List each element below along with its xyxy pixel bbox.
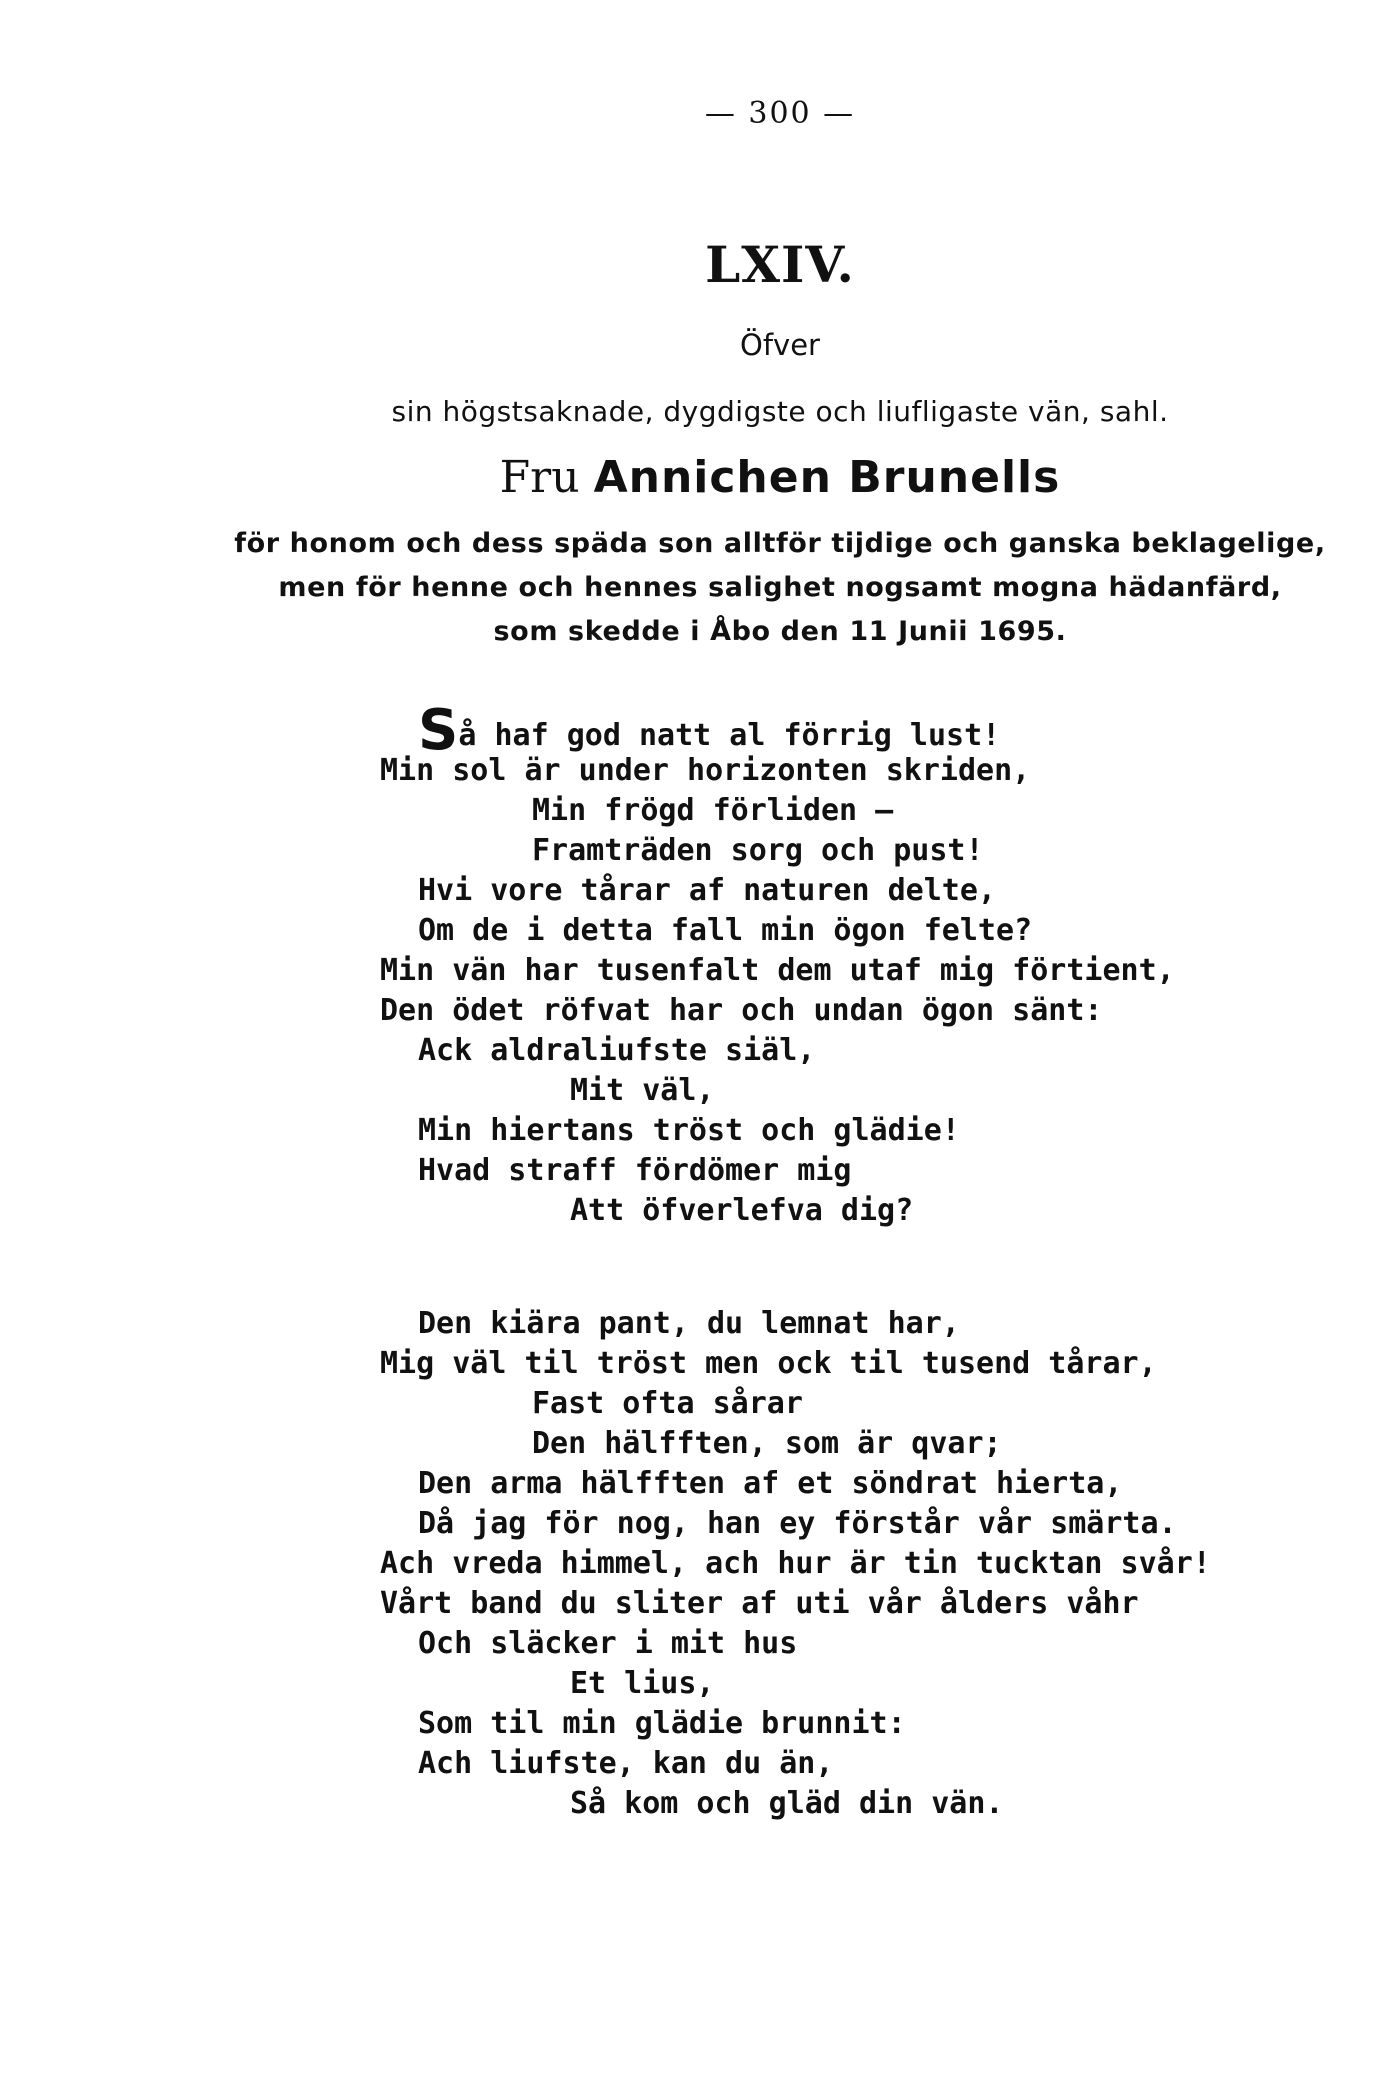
verse-line: Min hiertans tröst och glädie! <box>418 1113 960 1148</box>
verse-line: Mit väl, <box>570 1073 715 1108</box>
verse-line: Om de i detta fall min ögon felte? <box>418 913 1033 948</box>
verse-line: Ach liufste, kan du än, <box>418 1746 834 1781</box>
drop-cap: S <box>418 698 459 763</box>
verse-line: Och släcker i mit hus <box>418 1626 798 1661</box>
occasion-line-1: för honom och dess späda son alltför tijdige och ganska beklagelige, <box>234 528 1326 559</box>
verse-line: Hvi vore tårar af naturen delte, <box>418 873 996 908</box>
verse-line: Min frögd förliden — <box>532 793 894 828</box>
verse-line: Et lius, <box>570 1666 715 1701</box>
verse-line: Ach vreda himmel, ach hur är tin tucktan svår! <box>380 1546 1211 1581</box>
verse-line: Då jag för nog, han ey förstår vår smärta. <box>418 1506 1177 1541</box>
verse-line: Som til min glädie brunnit: <box>418 1706 906 1741</box>
verse-line: Vårt band du sliter af uti vår ålders våhr <box>380 1586 1139 1621</box>
verse-line: Den kiära pant, du lemnat har, <box>418 1306 960 1341</box>
verse-line <box>418 698 1001 763</box>
verse-line: Att öfverlefva dig? <box>570 1193 914 1228</box>
verse-line: Hvad straff fördömer mig <box>418 1153 852 1188</box>
verse-line: Mig väl til tröst men ock til tusend tårar, <box>380 1346 1157 1381</box>
occasion-line-2: men för henne och hennes salighet nogsamt mogna hädanfärd, <box>278 572 1282 603</box>
first-line-rest: å haf god natt al förrig lust! <box>458 718 1001 753</box>
over-heading: Öfver <box>740 328 820 362</box>
verse-line: Fast ofta sårar <box>532 1386 803 1421</box>
verse-line: Min sol är under horizonten skriden, <box>380 753 1031 788</box>
verse-line: Den ödet röfvat har och undan ögon sänt: <box>380 993 1103 1028</box>
verse-line: Den hälfften, som är qvar; <box>532 1426 1002 1461</box>
verse-line: Framträden sorg och pust! <box>532 833 984 868</box>
name-prefix: Fru <box>499 452 580 503</box>
page-number: — 300 — <box>704 96 856 131</box>
verse-line: Så kom och gläd din vän. <box>570 1786 1004 1821</box>
verse-line: Ack aldraliufste siäl, <box>418 1033 816 1068</box>
verse-line: Min vän har tusenfalt dem utaf mig förtient, <box>380 953 1175 988</box>
chapter-heading: LXIV. <box>705 235 855 294</box>
person-name: Annichen Brunells <box>593 452 1061 503</box>
dedication-line: sin högstsaknade, dygdigste och liufligaste vän, sahl. <box>391 395 1169 428</box>
occasion-line-3: som skedde i Åbo den 11 Junii 1695. <box>493 616 1067 647</box>
verse-line: Den arma hälfften af et söndrat hierta, <box>418 1466 1123 1501</box>
name-heading <box>0 452 1400 503</box>
